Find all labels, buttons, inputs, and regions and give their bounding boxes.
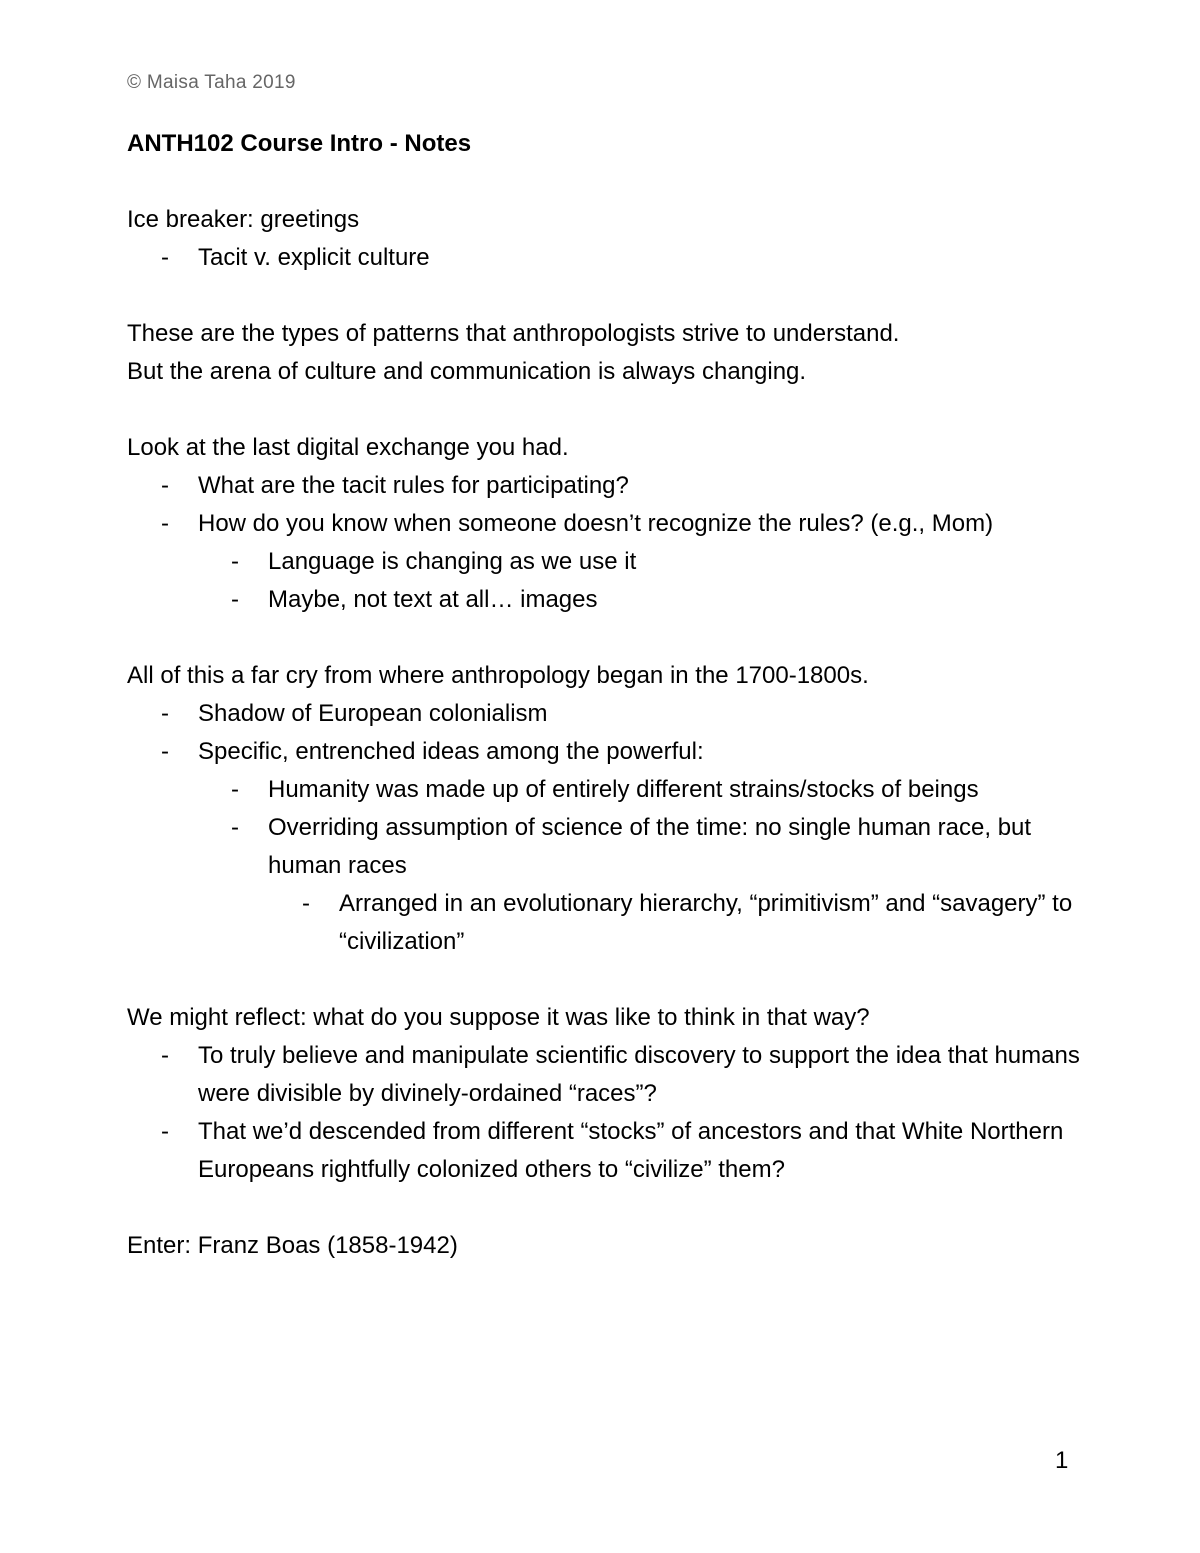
sub-list-item (127, 809, 1087, 885)
bullet-dash: - (231, 776, 239, 803)
list-item-text: Specific, entrenched ideas among the powerful: (198, 738, 704, 765)
notes-body (127, 125, 1087, 1265)
spacer (127, 961, 1087, 999)
bullet-dash: - (161, 472, 169, 499)
bullet-dash: - (302, 890, 310, 917)
list-item (127, 239, 1087, 277)
bullet-dash: - (231, 814, 239, 841)
list-item-text: Humanity was made up of entirely different strains/stocks of beings (268, 776, 979, 803)
list-item (127, 467, 1087, 505)
list-item (127, 505, 1087, 543)
list-item-text: How do you know when someone doesn’t recognize the rules? (e.g., Mom) (198, 510, 994, 537)
sub-list-item (127, 581, 1087, 619)
copyright-header: © Maisa Taha 2019 (127, 72, 296, 93)
list-item (127, 695, 1087, 733)
list-item-text: That we’d descended from different “stocks” of ancestors and that White Northern Europeans rightfully colonized others to “civilize” them? (198, 1118, 1064, 1183)
spacer (127, 391, 1087, 429)
bullet-dash: - (161, 244, 169, 271)
spacer (127, 163, 1087, 201)
list-item-text: What are the tacit rules for participating? (198, 472, 629, 499)
sub-list-item (127, 543, 1087, 581)
spacer (127, 619, 1087, 657)
list-item-text: Shadow of European colonialism (198, 700, 548, 727)
list-item-text: Overriding assumption of science of the time: no single human race, but human races (268, 814, 1032, 879)
list-item-text: Tacit v. explicit culture (198, 244, 430, 271)
spacer (127, 1189, 1087, 1227)
sub-sub-list-item (127, 885, 1087, 961)
list-item-text: Language is changing as we use it (268, 548, 637, 575)
patterns-line: These are the types of patterns that anthropologists strive to understand. (127, 320, 900, 347)
history-heading: All of this a far cry from where anthropology began in the 1700-1800s. (127, 662, 869, 689)
bullet-dash: - (161, 700, 169, 727)
list-item (127, 1037, 1087, 1113)
bullet-dash: - (161, 510, 169, 537)
bullet-dash: - (161, 738, 169, 765)
icebreaker-heading: Ice breaker: greetings (127, 206, 360, 233)
bullet-dash: - (231, 586, 239, 613)
document-title: ANTH102 Course Intro - Notes (127, 130, 472, 157)
bullet-dash: - (231, 548, 239, 575)
patterns-line: But the arena of culture and communication is always changing. (127, 358, 807, 385)
spacer (127, 277, 1087, 315)
bullet-dash: - (161, 1042, 169, 1069)
list-item (127, 1113, 1087, 1189)
list-item (127, 733, 1087, 771)
enter-line: Enter: Franz Boas (1858-1942) (127, 1232, 458, 1259)
bullet-dash: - (161, 1118, 169, 1145)
page-number: 1 (1055, 1447, 1069, 1474)
list-item-text: To truly believe and manipulate scientific discovery to support the idea that humans were divisible by divinely-ordained “races”? (198, 1042, 1080, 1107)
list-item-text: Maybe, not text at all… images (268, 586, 598, 613)
sub-list-item (127, 771, 1087, 809)
digital-heading: Look at the last digital exchange you had. (127, 434, 569, 461)
list-item-text: Arranged in an evolutionary hierarchy, “primitivism” and “savagery” to “civilization” (339, 890, 1073, 955)
reflect-heading: We might reflect: what do you suppose it was like to think in that way? (127, 1004, 870, 1031)
